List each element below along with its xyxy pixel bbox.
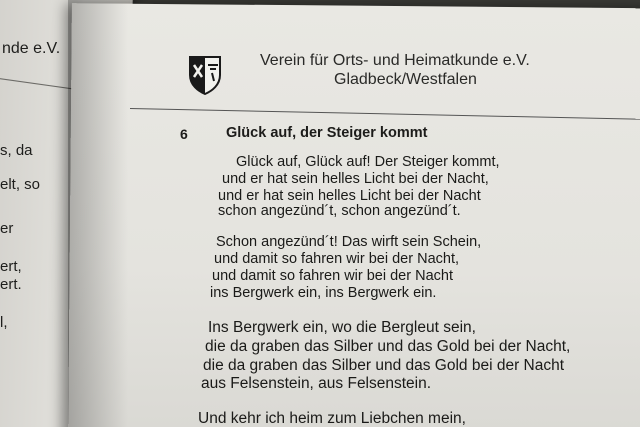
left-fragment: ert,: [0, 258, 22, 275]
header-location: Gladbeck/Westfalen: [334, 71, 477, 88]
bleed-through-text: [500, 140, 504, 156]
left-fragment: elt, so: [0, 176, 41, 193]
verse-4-line-1: Und kehr ich heim zum Liebchen mein,: [198, 410, 466, 427]
left-fragment: er: [0, 220, 14, 237]
left-fragment: nde e.V.: [2, 40, 61, 57]
verse-1-line-1: Glück auf, Glück auf! Der Steiger kommt,: [236, 154, 500, 170]
verse-3-line-4: aus Felsenstein, aus Felsenstein.: [201, 375, 432, 392]
verse-1-line-4: schon angezünd´t, schon angezünd´t.: [218, 203, 461, 219]
verse-3-line-3: die da graben das Silber und das Gold bei der Nacht: [203, 357, 565, 374]
song-number: 6: [180, 126, 188, 142]
coat-of-arms-icon: [188, 55, 222, 95]
verse-2-line-3: und damit so fahren wir bei der Nacht: [212, 268, 453, 284]
verse-2-line-4: ins Bergwerk ein, ins Bergwerk ein.: [210, 285, 437, 301]
left-fragment: l,: [0, 314, 8, 331]
verse-3-line-1: Ins Bergwerk ein, wo die Bergleut sein,: [208, 319, 476, 336]
verse-2-line-1: Schon angezünd´t! Das wirft sein Schein,: [216, 234, 482, 250]
song-title: Glück auf, der Steiger kommt: [226, 125, 428, 141]
verse-1-line-3: und er hat sein helles Licht bei der Nacht: [218, 188, 481, 204]
left-fragment: ert.: [0, 276, 22, 293]
gutter-shadow: [68, 0, 128, 427]
left-fragment: s, da: [0, 142, 33, 159]
header-association-name: Verein für Orts- und Heimatkunde e.V.: [260, 52, 530, 69]
verse-3-line-2: die da graben das Silber und das Gold bei der Nacht,: [205, 338, 571, 355]
verse-2-line-2: und damit so fahren wir bei der Nacht,: [214, 251, 460, 267]
verse-1-line-2: und er hat sein helles Licht bei der Nacht,: [222, 171, 489, 187]
